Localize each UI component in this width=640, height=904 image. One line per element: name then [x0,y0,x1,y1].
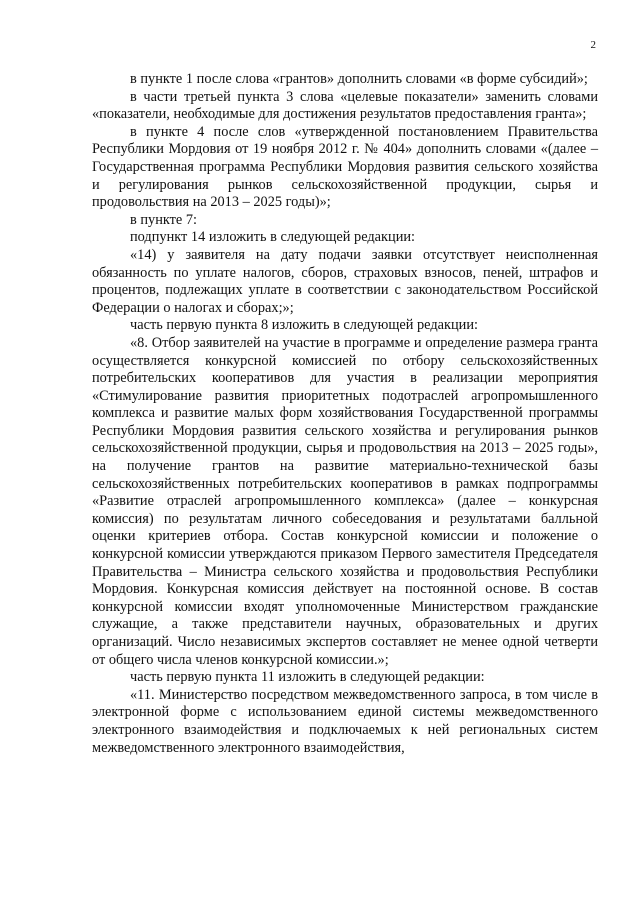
paragraph-amendment-point-1: в пункте 1 после слова «грантов» дополнить словами «в форме субсидий»; [130,71,588,87]
paragraph-point-8-text: «8. Отбор заявителей на участие в программе и определение размера гранта осуществляется конкурсной комиссией по отбору сельскохозяйственных потребительских кооперативов для участия в реализации мероприятия «Стимулирование развития приоритетных подотраслей агропромышленного комплекса и развитие малых форм хозяйствования Государственной программы Республики Мордовия развития сельского хозяйства и регулирования рынков сельскохозяйственной продукции, сырья и продовольствия на 2013 – 2025 годы», на получение грантов на развитие материально-технической базы сельскохозяйственных потребительских кооперативов в рамках подпрограммы «Развитие отраслей агропромышленного комплекса» (далее – конкурсная комиссия) по результатам личного собеседования и результатами балльной оценки критериев отбора. Состав конкурсной комиссии и положение о конкурсной комиссии утверждаются приказом Первого заместителя Председателя Правительства – Министра сельского хозяйства и продовольствия Республики Мордовия. Конкурсная комиссия действует на постоянной основе. В состав конкурсной комиссии входят уполномоченные Министерством гражданские служащие, а также представители научных, образовательных и других организаций. Число независимых экспертов составляет не менее одной четверти от общего числа членов конкурсной комиссии.»; [92,334,598,668]
paragraph-point-11-intro: часть первую пункта 11 изложить в следующей редакции: [130,669,485,686]
paragraph-subpoint-14-text: «14) у заявителя на дату подачи заявки отсутствует неисполненная обязанность по уплате налогов, сборов, страховых взносов, пеней, штрафов и процентов, подлежащих уплате в соответствии с законодательством Российской Федерации о налогах и сборах;»; [92,246,598,316]
paragraph-point-7-heading: в пункте 7: [130,211,198,228]
document-body [92,71,598,757]
paragraph-amendment-point-4: в пункте 4 после слов «утвержденной постановлением Правительства Республики Мордовия от 19 ноября 2012 г. № 404» дополнить словами «(далее – Государственная программа Республики Мордовия развития сельского хозяйства и регулирования рынков сельскохозяйственной продукции, сырья и продовольствия на 2013 – 2025 годы)»; [92,123,598,211]
paragraph-point-8-intro: часть первую пункта 8 изложить в следующей редакции: [130,317,478,334]
page-number: 2 [590,39,596,51]
paragraph-point-11-text: «11. Министерство посредством межведомственного запроса, в том числе в электронной форме с использованием единой системы межведомственного электронного взаимодействия и подключаемых к ней региональных систем межведомственного электронного взаимодействия, [92,686,598,756]
paragraph-amendment-point-3: в части третьей пункта 3 слова «целевые показатели» заменить словами «показатели, необходимые для достижения результатов предоставления гранта»; [92,88,598,123]
paragraph-subpoint-14-intro: подпункт 14 изложить в следующей редакции: [130,229,416,246]
